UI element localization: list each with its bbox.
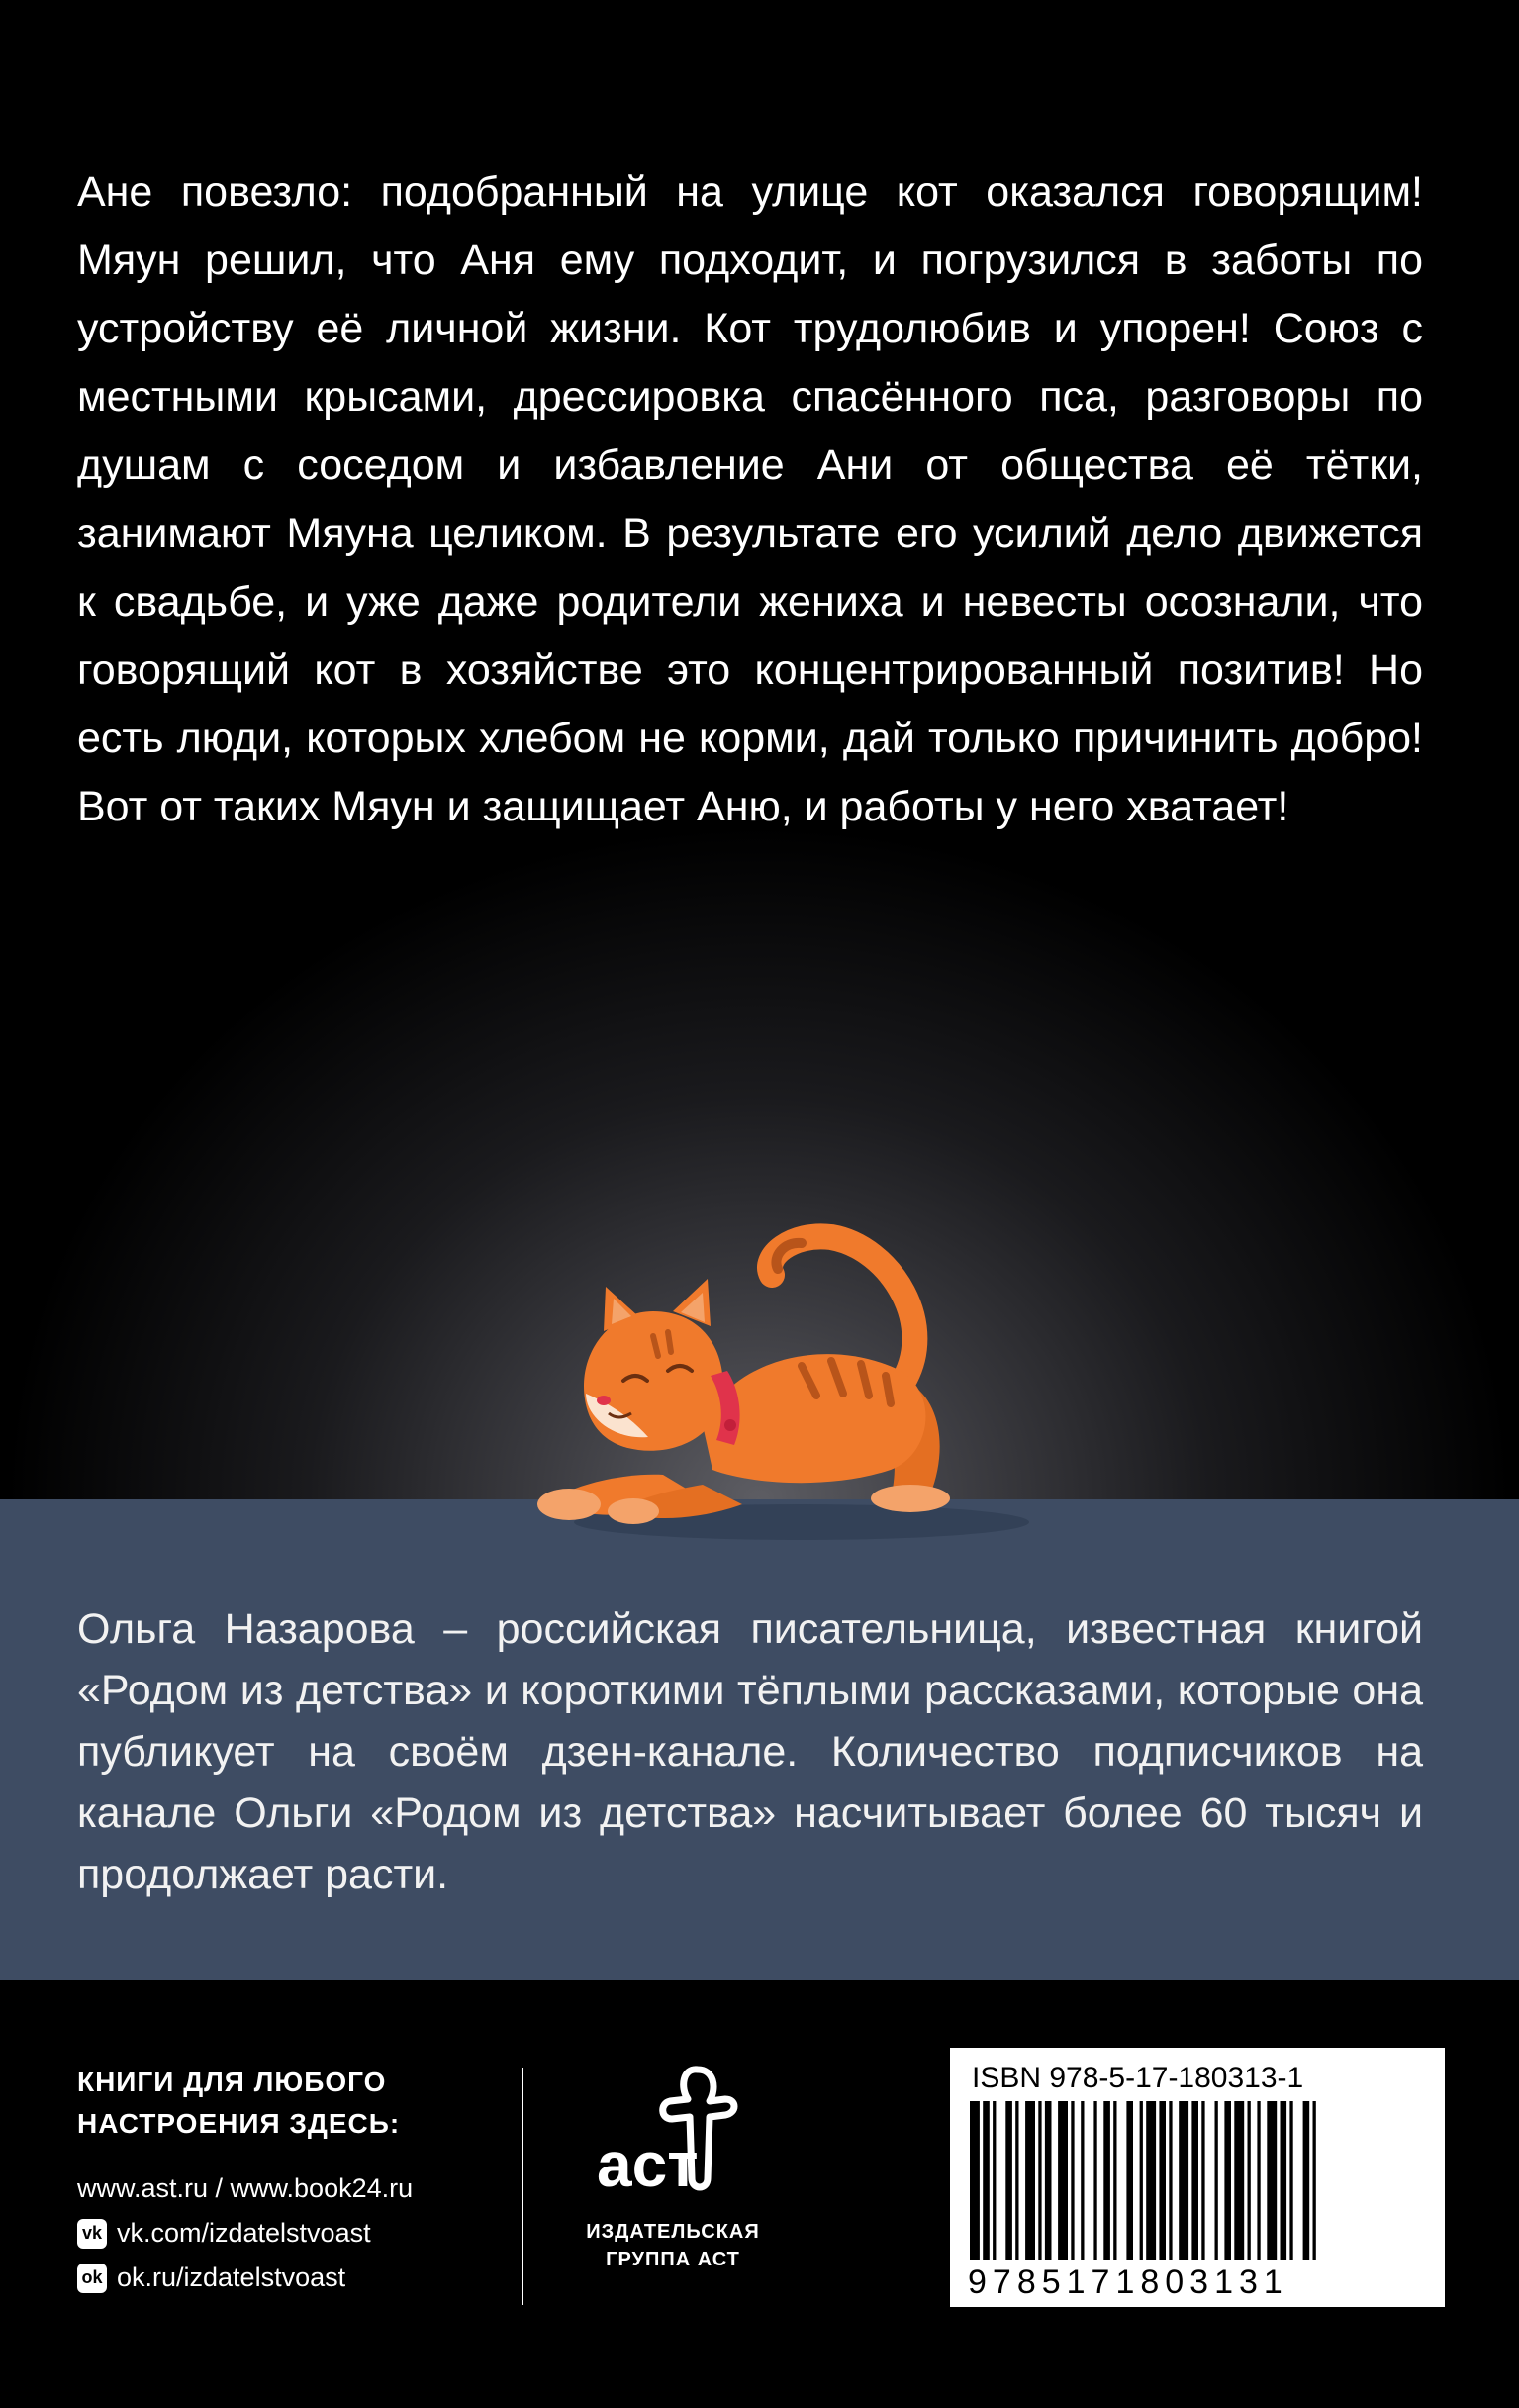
barcode-bar [1224, 2101, 1231, 2260]
ast-logo-icon [589, 2060, 757, 2208]
publisher-name-line1: ИЗДАТЕЛЬСКАЯ [586, 2221, 760, 2243]
barcode-bar [983, 2101, 990, 2260]
isbn-barcode [950, 2048, 1445, 2307]
websites-link[interactable] [77, 2167, 513, 2211]
author-bio: Ольга Назарова – российская писательница, известная книгой «Родом из детства» и короткими тёплыми рассказами, которые она публикует на своём дзен-канале. Количество подписчиков на канале Ольги «Родом из детства» насчитывает более 60 тысяч и продолжает расти. [77, 1605, 1423, 1898]
barcode-bar [1071, 2101, 1074, 2260]
barcode-bar [1179, 2101, 1188, 2260]
barcode-bar [1045, 2101, 1052, 2260]
divider [522, 2068, 523, 2305]
barcode-bar [1038, 2101, 1041, 2260]
barcode-bar [993, 2101, 996, 2260]
ok-text: ok.ru/izdatelstvoast [117, 2263, 346, 2292]
promo-block [77, 2062, 513, 2300]
barcode-bar [1191, 2101, 1198, 2260]
vk-link[interactable] [77, 2211, 513, 2256]
websites-text: www.ast.ru / www.book24.ru [77, 2173, 414, 2203]
barcode-bar [1303, 2101, 1310, 2260]
barcode-bar [1058, 2101, 1068, 2260]
promo-heading-line2: НАСТРОЕНИЯ ЗДЕСЬ: [77, 2108, 401, 2139]
barcode-bar [1005, 2101, 1012, 2260]
publisher-logo [564, 2060, 782, 2273]
barcode-bar [1169, 2101, 1172, 2260]
barcode-bar [1140, 2101, 1143, 2260]
publisher-name [564, 2218, 782, 2273]
barcode-bar [1146, 2101, 1156, 2260]
barcode-bar [1103, 2101, 1110, 2260]
barcode-bar [1201, 2101, 1204, 2260]
book-annotation: Ане повезло: подобранный на улице кот оказался говорящим! Мяун решил, что Аня ему подходит, и погрузился в заботы по устройству её личной жизни. Кот трудолюбив и упорен! Союз с местными крысами, дрессировка спасённого пса, разговоры по душам с соседом и избавление Ани от общества её тётки, занимают Мяуна целиком. В результате его усилий дело движется к свадьбе, и уже даже родители жениха и невесты осознали, что говорящий кот в хозяйстве это концентрированный позитив! Но есть люди, которых хлебом не корми, дай только причинить добро! Вот от таких Мяун и защищает Аню, и работы у него хватает! [77, 168, 1423, 830]
barcode-bar [1281, 2101, 1287, 2260]
vk-text: vk.com/izdatelstvoast [117, 2218, 371, 2248]
barcode-bar [1113, 2101, 1116, 2260]
cat-illustration [475, 1158, 1089, 1574]
barcode-bar [1093, 2101, 1096, 2260]
barcode-bar [1257, 2101, 1260, 2260]
barcode-bars [968, 2101, 1429, 2260]
barcode-bar [1126, 2101, 1133, 2260]
imprint-section [0, 1980, 1519, 2408]
vk-icon: vk [77, 2219, 107, 2249]
barcode-bar [1313, 2101, 1316, 2260]
publisher-name-line2: ГРУППА АСТ [606, 2249, 740, 2270]
barcode-bar [1289, 2101, 1292, 2260]
ok-link[interactable] [77, 2256, 513, 2300]
promo-heading [77, 2062, 513, 2145]
barcode-bar [1015, 2101, 1018, 2260]
promo-heading-line1: КНИГИ ДЛЯ ЛЮБОГО [77, 2067, 387, 2097]
barcode-bar [1234, 2101, 1244, 2260]
ok-icon: ok [77, 2264, 107, 2293]
isbn-label: ISBN 978-5-17-180313-1 [972, 2062, 1304, 2094]
barcode-bar [1159, 2101, 1166, 2260]
barcode-bar [1215, 2101, 1218, 2260]
ast-logo-text: аст [597, 2129, 699, 2200]
barcode-digits: 9785171803131 [968, 2264, 1288, 2301]
barcode-bar [1267, 2101, 1277, 2260]
barcode-bar [1248, 2101, 1251, 2260]
barcode-bar [1025, 2101, 1035, 2260]
barcode-bar [970, 2101, 980, 2260]
barcode-bar [1081, 2101, 1084, 2260]
